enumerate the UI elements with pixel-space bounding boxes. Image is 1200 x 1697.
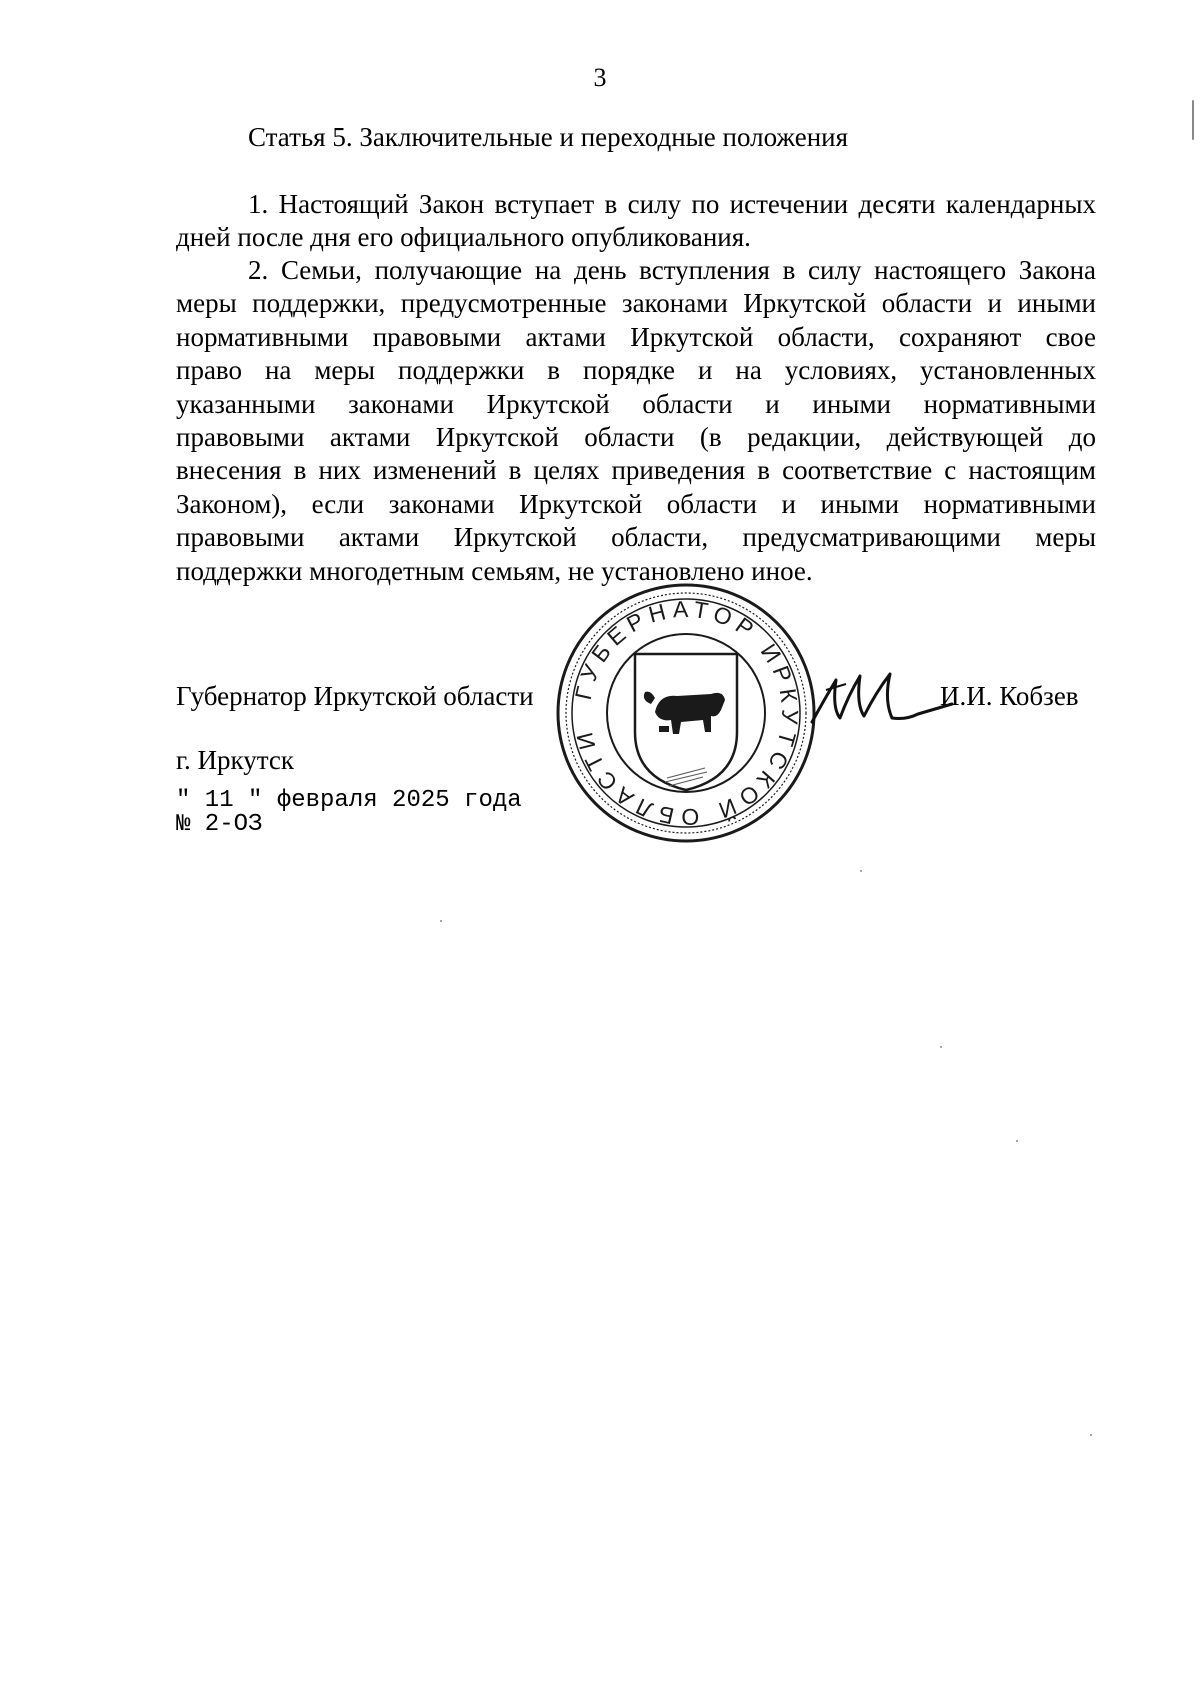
paragraph-line: поддержки многодетным семьям, не установлено иное. xyxy=(176,555,813,586)
paragraph-line: нормативными правовыми актами Иркутской области, сохраняют свое xyxy=(176,321,1096,352)
scan-speck xyxy=(440,920,442,922)
scan-speck xyxy=(1192,100,1194,140)
paragraph-2 xyxy=(176,254,1096,588)
seal-text: ГУБЕРНАТОР ИРКУТСКОЙ ОБЛАСТИ xyxy=(569,595,804,831)
handwritten-signature xyxy=(806,660,956,740)
paragraph-line: внесения в них изменений в целях приведения в соответствие с настоящим xyxy=(176,455,1096,486)
paragraph-line: право на меры поддержки в порядке и на условиях, установленных xyxy=(176,355,1096,386)
article-title: Статья 5. Заключительные и переходные положения xyxy=(248,122,849,152)
governor-name: И.И. Кобзев xyxy=(940,681,1079,711)
paragraph-line: Законом), если законами Иркутской области и иными нормативными xyxy=(176,488,1096,519)
paragraph-line: указанными законами Иркутской области и иными нормативными xyxy=(176,388,1096,419)
scan-speck xyxy=(1016,1140,1018,1142)
scan-speck xyxy=(940,1046,942,1048)
paragraph-line: правовыми актами Иркутской области (в редакции, действующей до xyxy=(176,421,1096,452)
seal-hatching xyxy=(665,768,707,786)
paragraph-line: правовыми актами Иркутской области, предусматривающими меры xyxy=(176,522,1096,553)
official-seal xyxy=(555,582,817,844)
paragraph-line: меры поддержки, предусмотренные законами Иркутской области и иными xyxy=(176,288,1096,319)
date-line: " 11 " февраля 2025 года xyxy=(176,787,522,814)
paragraph-1 xyxy=(176,188,1096,255)
paragraph-line: дней после дня его официального опубликования. xyxy=(176,222,751,253)
paragraph-line: 1. Настоящий Закон вступает в силу по истечении десяти календарных xyxy=(248,189,1096,219)
number-line: № 2-ОЗ xyxy=(176,811,263,838)
scan-speck xyxy=(860,870,862,872)
governor-title: Губернатор Иркутской области xyxy=(176,681,534,711)
paragraph-line: 2. Семьи, получающие на день вступления в силу настоящего Закона xyxy=(248,255,1096,285)
scan-speck xyxy=(1090,1434,1092,1436)
shield-icon xyxy=(635,654,737,790)
city: г. Иркутск xyxy=(176,745,294,775)
babr-emblem-icon xyxy=(644,692,725,734)
page-number: 3 xyxy=(593,63,607,92)
